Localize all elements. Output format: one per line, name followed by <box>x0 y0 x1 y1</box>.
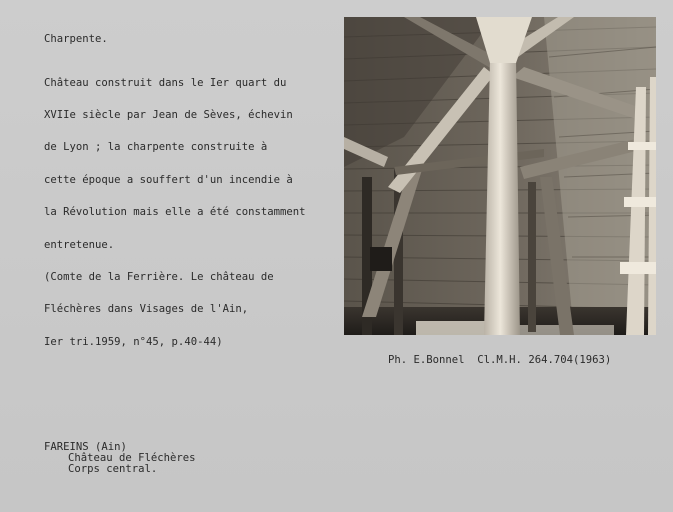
description <box>44 56 306 369</box>
description-line: (Comte de la Ferrière. Le château de <box>44 270 274 283</box>
description-line: XVIIe siècle par Jean de Sèves, échevin <box>44 108 293 121</box>
card-heading: Charpente. <box>44 33 108 45</box>
description-line: Château construit dans le Ier quart du <box>44 76 287 89</box>
location-commune: FAREINS (Ain) <box>44 441 127 453</box>
location-building: Château de Fléchères <box>68 452 196 464</box>
location-part: Corps central. <box>68 463 158 475</box>
description-line: la Révolution mais elle a été constamment <box>44 206 306 219</box>
description-line: cette époque a souffert d'un incendie à <box>44 173 293 186</box>
roof-framework-photo <box>344 17 656 335</box>
description-line: de Lyon ; la charpente construite à <box>44 141 268 154</box>
description-line: Ier tri.1959, n°45, p.40-44) <box>44 335 223 348</box>
photo-illustration <box>344 17 656 335</box>
photo-caption: Ph. E.Bonnel Cl.M.H. 264.704(1963) <box>388 354 612 366</box>
description-line: Fléchères dans Visages de l'Ain, <box>44 303 249 316</box>
description-line: entretenue. <box>44 238 115 251</box>
